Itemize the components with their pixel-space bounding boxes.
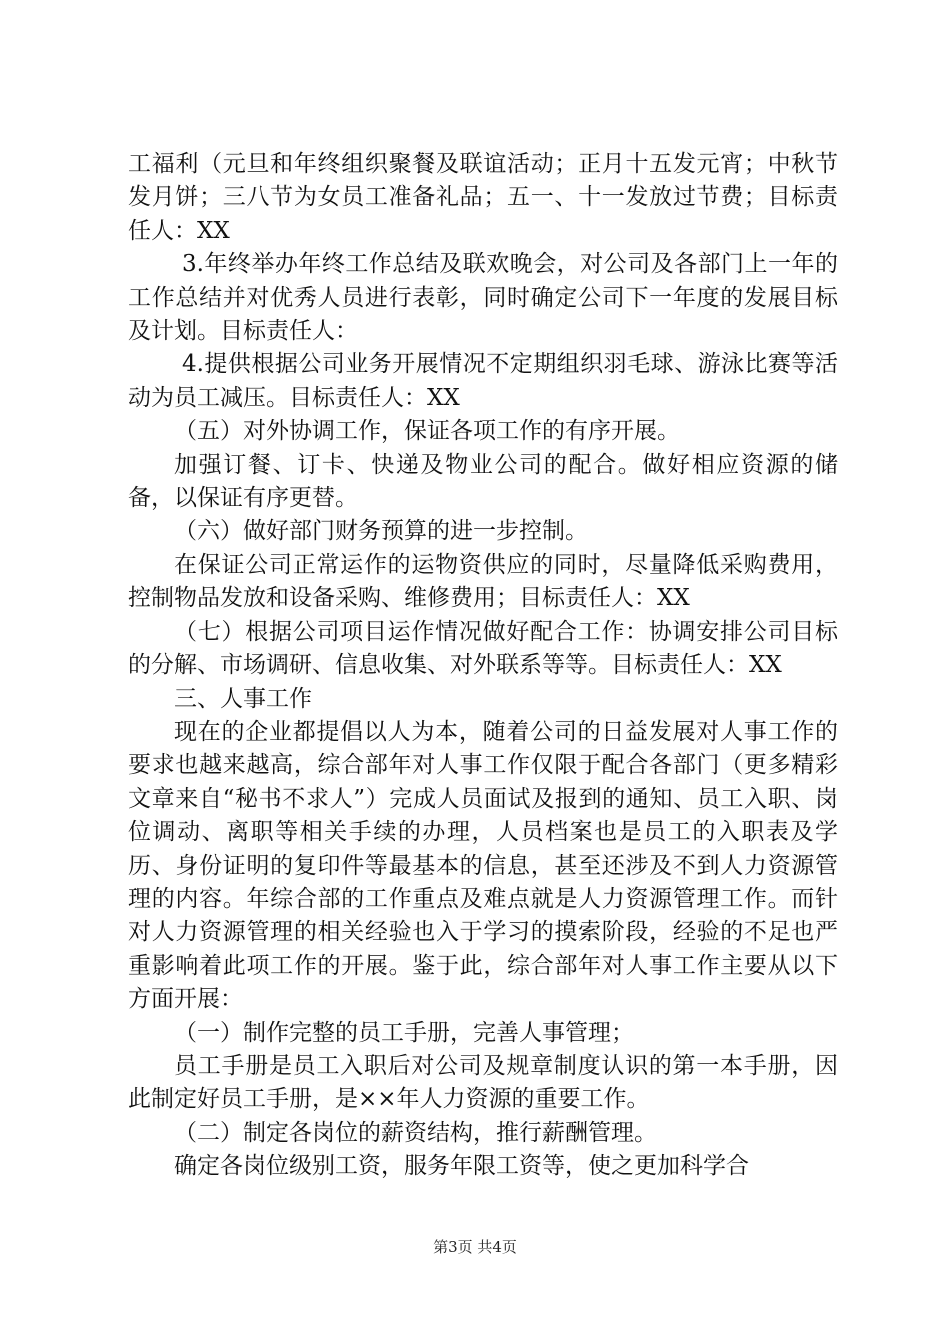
paragraph-section-5-body: 加强订餐、订卡、快递及物业公司的配合。做好相应资源的储备，以保证有序更替。 — [128, 451, 838, 512]
heading-hr-work: 三、人事工作 — [174, 685, 312, 712]
paragraph-hr-item-2-body: 确定各岗位级别工资，服务年限工资等，使之更加科学合 — [174, 1153, 749, 1180]
heading-hr-item-2: （二）制定各岗位的薪资结构，推行薪酬管理。 — [174, 1119, 657, 1146]
paragraph-section-6-body: 在保证公司正常运作的运物资供应的同时，尽量降低采购费用，控制物品发放和设备采购、维修费用；目标责任人：XX — [128, 551, 838, 612]
paragraph-item-3: 3.年终举办年终工作总结及联欢晚会，对公司及各部门上一年的工作总结并对优秀人员进行表彰，同时确定公司下一年度的发展目标及计划。目标责任人： — [128, 251, 838, 345]
paragraph-section-7: （七）根据公司项目运作情况做好配合工作：协调安排公司目标的分解、市场调研、信息收集、对外联系等等。目标责任人：XX — [128, 618, 838, 679]
paragraph-welfare-continued: 工福利（元旦和年终组织聚餐及联谊活动；正月十五发元宵；中秋节发月饼；三八节为女员工准备礼品；五一、十一发放过节费；目标责任人：XX — [128, 151, 838, 244]
paragraph-hr-item-1-body: 员工手册是员工入职后对公司及规章制度认识的第一本手册，因此制定好员工手册，是××年人力资源的重要工作。 — [128, 1052, 838, 1113]
paragraph-hr-intro: 现在的企业都提倡以人为本，随着公司的日益发展对人事工作的要求也越来越高，综合部年对人事工作仅限于配合各部门（更多精彩文章来自“秘书不求人”）完成人员面试及报到的通知、员工入职、岗位调动、离职等相关手续的办理，人员档案也是员工的入职表及学历、身份证明的复印件等最基本的信息，甚至还涉及不到人力资源管理的内容。年综合部的工作重点及难点就是人力资源管理工作。而针对人力资源管理的相关经验也入于学习的摸索阶段，经验的不足也严重影响着此项工作的开展。鉴于此，综合部年对人事工作主要从以下方面开展： — [128, 718, 838, 1013]
heading-hr-item-1: （一）制作完整的员工手册，完善人事管理； — [174, 1019, 634, 1046]
body-text — [128, 148, 838, 1184]
heading-section-6: （六）做好部门财务预算的进一步控制。 — [174, 518, 588, 545]
heading-section-5: （五）对外协调工作，保证各项工作的有序开展。 — [174, 418, 680, 445]
page-number-footer: 第3页 共4页 — [433, 1238, 517, 1256]
paragraph-item-4: 4.提供根据公司业务开展情况不定期组织羽毛球、游泳比赛等活动为员工减压。目标责任人：XX — [128, 351, 838, 411]
